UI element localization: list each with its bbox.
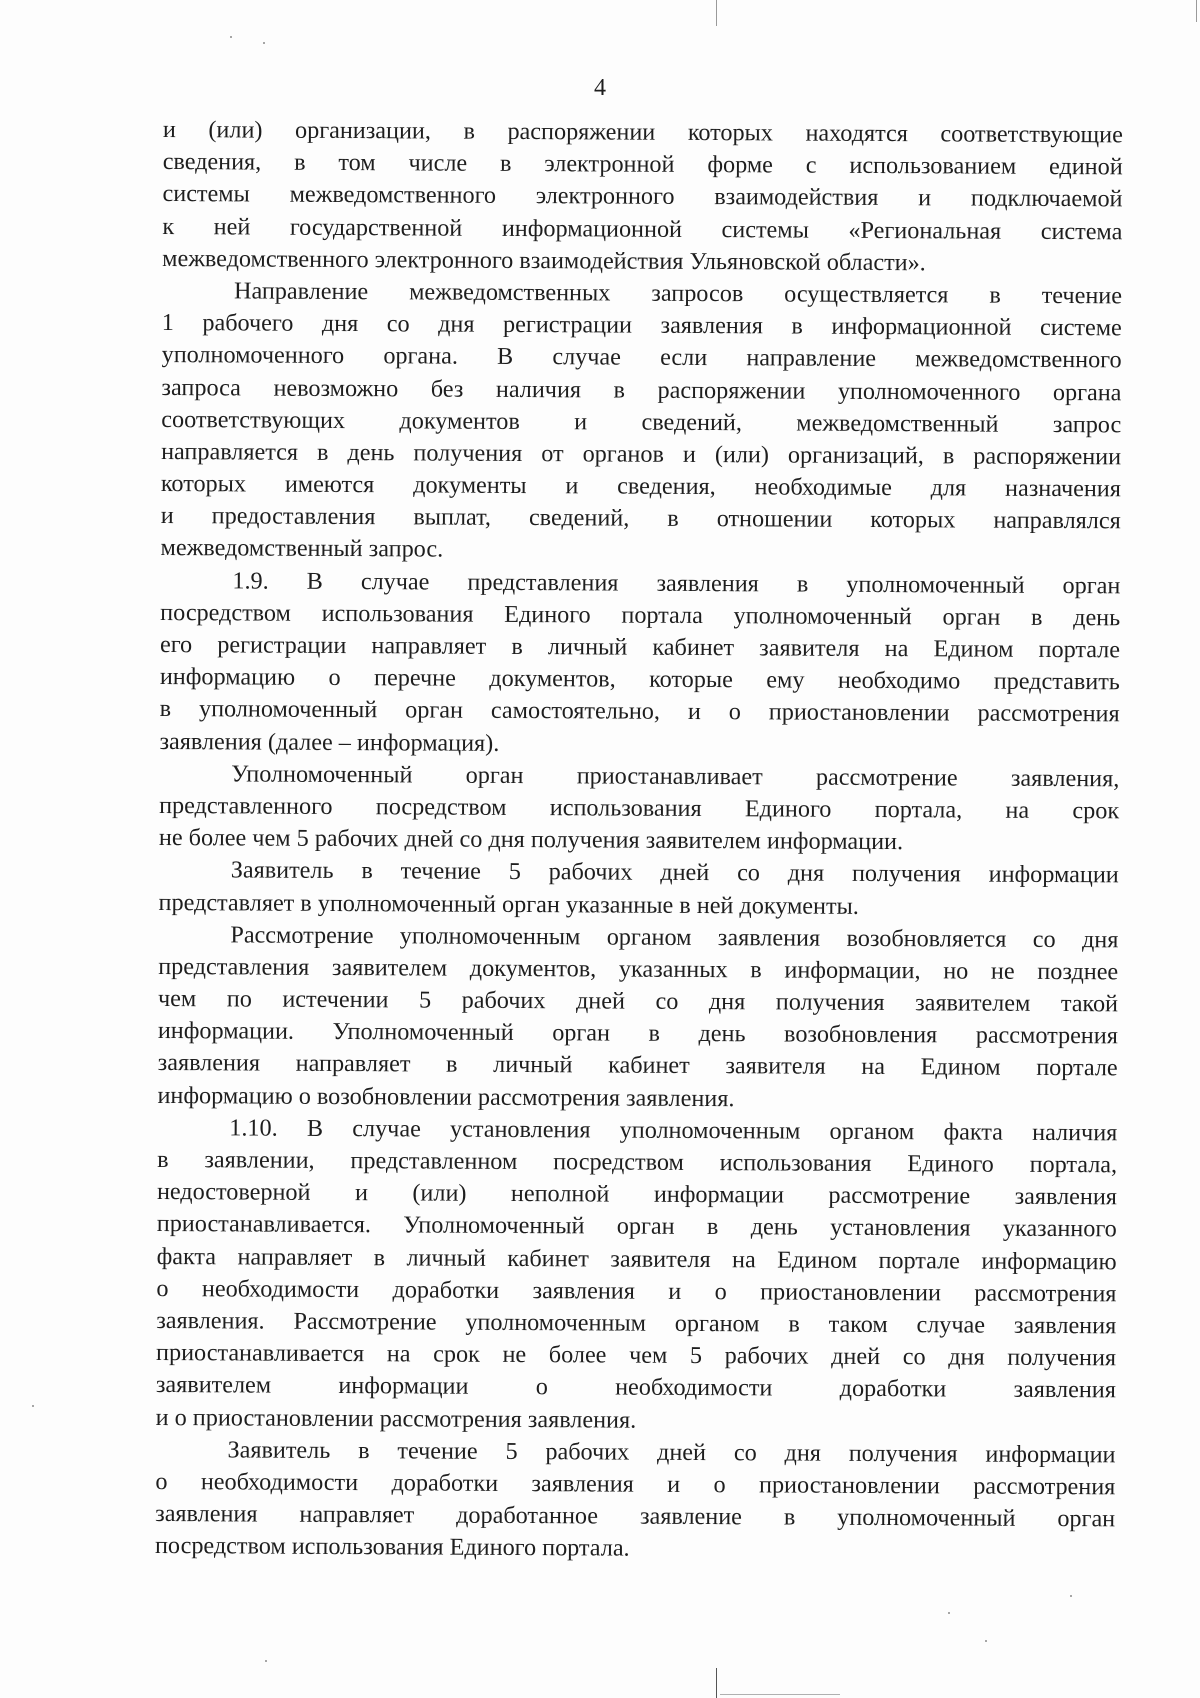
scan-artifact-bottom [716,1668,717,1698]
text-line: посредством использования Единого портала уполномоченный орган в день [160,598,1121,632]
scan-dot [265,1660,267,1662]
text-line: заявителем информации о необходимости доработки заявления [155,1371,1116,1404]
scan-dot [948,1612,950,1614]
text-line: и (или) организации, в распоряжении которых находятся соответствующие [162,115,1123,149]
text-line: 1.10. В случае установления уполномоченным органом факта наличия [229,1114,1118,1147]
text-line: Рассмотрение уполномоченным органом заявления возобновляется со дня [230,921,1119,954]
text-line: соответствующих документов и сведений, межведомственный запрос [161,405,1122,439]
text-line: посредством использования Единого портала. [154,1532,630,1562]
scan-dot [230,36,232,38]
text-line: системы межведомственного электронного взаимодействия и подключаемой [162,180,1123,213]
text-line: его регистрации направляет в личный кабинет заявителя на Едином портале [159,630,1121,664]
text-line: межведомственного электронного взаимодействия Ульяновской области». [162,244,926,277]
text-line: заявления направляет доработанное заявление в уполномоченный орган [155,1500,1116,1533]
text-line: в заявлении, представленном посредством использования Единого портала, [157,1145,1118,1179]
scan-dot [32,1405,34,1407]
text-line: приостанавливается на срок не более чем 5 рабочих дней со дня получения [156,1339,1117,1372]
scan-dot [1070,1595,1072,1597]
text-line: представленного посредством использования Единого портала, на срок [159,791,1120,825]
text-line: Направление межведомственных запросов осуществляется в течение [233,277,1123,310]
text-line: о необходимости доработки заявления и о приостановлении рассмотрения [155,1467,1116,1501]
text-line: информации. Уполномоченный орган в день возобновления рассмотрения [157,1017,1118,1050]
text-line: Заявитель в течение 5 рабочих дней со дня получения информации [227,1436,1116,1469]
text-line: информацию о перечне документов, которые ему необходимо представить [159,663,1120,696]
text-line: представляет в уполномоченный орган указанные в ней документы. [158,888,859,920]
text-line: о необходимости доработки заявления и о приостановлении рассмотрения [156,1274,1117,1308]
text-line: к ней государственной информационной системы «Региональная система [162,212,1123,245]
text-line: чем по истечении 5 рабочих дней со дня получения заявителем такой [157,985,1119,1018]
text-line: и предоставления выплат, сведений, в отношении которых направлялся [160,502,1121,535]
text-line: сведения, в том числе в электронной форме с использованием единой [162,148,1123,181]
text-line: Заявитель в течение 5 рабочих дней со дня получения информации [230,856,1119,889]
scan-dot [985,1640,987,1642]
scan-artifact-bottom-line [720,1694,840,1695]
scan-artifact-top [716,0,717,26]
text-line: представления заявителем документов, указанных в информации, но не позднее [158,952,1119,986]
scan-dot [263,42,265,44]
page-number: 4 [594,75,606,101]
scan-artifact-right-edge [1196,0,1197,22]
text-line: направляется в день получения от органов и (или) организаций, в распоряжении [161,437,1122,471]
text-line: уполномоченного органа. В случае если направление межведомственного [161,341,1122,374]
text-line: запроса невозможно без наличия в распоряжении уполномоченного органа [161,373,1122,406]
text-line: недостоверной и (или) неполной информации рассмотрение заявления [156,1178,1118,1211]
text-line: заявления. Рассмотрение уполномоченным органом в таком случае заявления [156,1306,1117,1340]
text-line: заявления направляет в личный кабинет заявителя на Едином портале [157,1049,1118,1082]
text-line: которых имеются документы и сведения, необходимые для назначения [160,470,1121,503]
text-line: информацию о возобновлении рассмотрения заявления. [157,1081,735,1112]
text-line: заявления (далее – информация). [159,727,500,757]
text-line: Уполномоченный орган приостанавливает рассмотрение заявления, [231,760,1120,793]
text-line: 1 рабочего дня со дня регистрации заявления в информационной системе [161,309,1122,342]
document-body [155,114,1123,1568]
text-line: межведомственный запрос. [160,534,444,564]
text-line: и о приостановлении рассмотрения заявления. [155,1403,637,1434]
text-line: 1.9. В случае представления заявления в уполномоченный орган [232,567,1121,599]
text-line: приостанавливается. Уполномоченный орган в день установления указанного [156,1210,1117,1243]
text-line: не более чем 5 рабочих дней со дня получения заявителем информации. [158,824,904,856]
text-line: в уполномоченный орган самостоятельно, и о приостановлении рассмотрения [159,695,1120,728]
text-line: факта направляет в личный кабинет заявителя на Едином портале информацию [156,1242,1117,1275]
